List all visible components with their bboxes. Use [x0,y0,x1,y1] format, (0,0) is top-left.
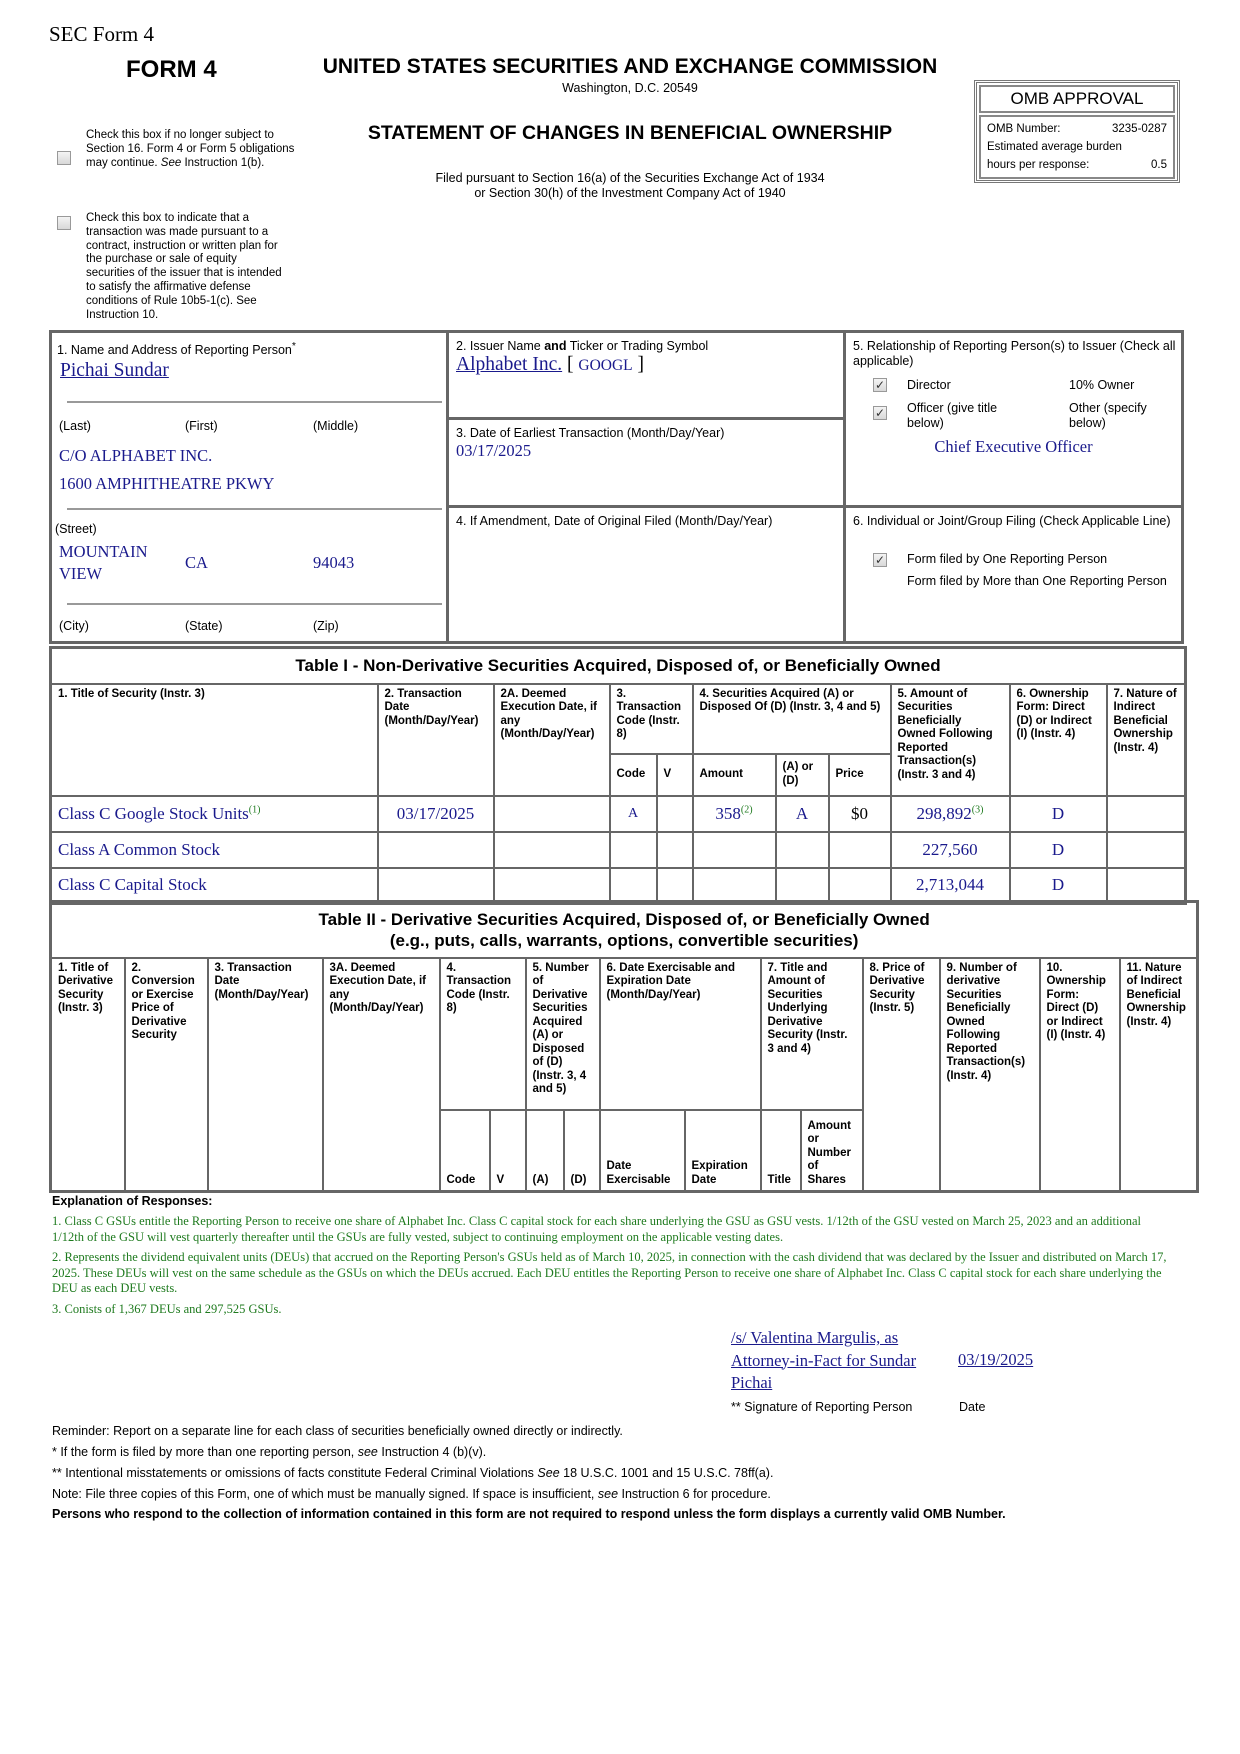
state-label: (State) [185,619,223,633]
signature-link[interactable]: /s/ Valentina Margulis, as Attorney-in-Fact for Sundar Pichai [731,1328,917,1392]
signature-date[interactable]: 03/19/2025 [958,1350,1034,1369]
ownership-form: D [1010,796,1107,832]
filed-pursuant [300,171,960,201]
t1-col-form: 6. Ownership Form: Direct (D) or Indirect (I) (Instr. 4) [1010,684,1107,796]
t2-col-form: 10. Ownership Form: Direct (D) or Indirect (I) (Instr. 4) [1040,958,1120,1192]
nature-of-ownership [1107,832,1186,868]
transaction-date [378,868,494,904]
signature-label: ** Signature of Reporting Person [731,1400,913,1414]
t2-col-nature: 11. Nature of Indirect Beneficial Ownership (Instr. 4) [1120,958,1198,1192]
footnote-ref[interactable]: (2) [740,803,753,815]
ownership-form: D [1010,832,1107,868]
officer-label: Officer (give title below) [907,401,998,430]
table1-non-derivative [49,646,1187,905]
issuer-name-link[interactable]: Alphabet Inc. [456,354,563,375]
date-label: Date [959,1400,986,1414]
street-label: (Street) [55,522,97,536]
t1-col-title: 1. Title of Security (Instr. 3) [51,684,378,796]
zip-label: (Zip) [313,619,339,633]
agency-name: UNITED STATES SECURITIES AND EXCHANGE COMMISSION [322,55,938,78]
address-line-1: C/O ALPHABET INC. [59,446,213,465]
amount [693,868,776,904]
filed-line-2: or Section 30(h) of the Investment Company Act of 1940 [474,186,786,200]
rule10b5-label: Check this box to indicate that a transaction was made pursuant to a contract, instruction or written plan for the purchase or sale of equity securities of the issuer that is intended to satisfy the affirmative defense conditions of Rule 10b5-1(c). See Instruction 10. [86,212,282,321]
bracket-close: ] [637,354,645,375]
box3-earliest-date [456,426,836,461]
t1-sub-amount: Amount [693,754,776,796]
deemed-date [494,796,610,832]
price: $0 [829,796,891,832]
t2-col-exercisable: 6. Date Exercisable and Expiration Date (Month/Day/Year) [600,958,761,1110]
earliest-transaction-date: 03/17/2025 [456,441,532,460]
table2-derivative [49,900,1199,1193]
t2-col-conversion: 2. Conversion or Exercise Price of Derivative Security [125,958,208,1192]
city-label: (City) [59,619,89,633]
box2-label: 2. Issuer Name and Ticker or Trading Symbol [456,339,709,353]
ten-pct-owner-label: 10% Owner [1069,378,1135,392]
officer-checkbox[interactable]: ✓ [874,406,886,420]
reporting-info-grid [49,330,1184,644]
security-title: Class C Google Stock Units [58,803,249,823]
address-line-2: 1600 AMPHITHEATRE PKWY [59,474,275,493]
box5-label: 5. Relationship of Reporting Person(s) to Issuer (Check all applicable) [853,339,1176,368]
transaction-date [378,832,494,868]
t1-sub-a-or-d: (A) or (D) [776,754,829,796]
nature-of-ownership [1107,868,1186,904]
t2-sub-v: V [490,1110,526,1192]
nature-of-ownership [1107,796,1186,832]
v-flag [657,832,693,868]
v-flag [657,868,693,904]
table-row [51,796,1186,832]
omb-hours-label: hours per response: [987,159,1090,171]
acquired-or-disposed: A [776,796,829,832]
reminder-note: Reminder: Report on a separate line for each class of securities beneficially owned directly or indirectly. [52,1424,623,1438]
box2-issuer [456,339,836,377]
statement-title: STATEMENT OF CHANGES IN BENEFICIAL OWNERSHIP [367,122,893,144]
table2-caption-line-2: (e.g., puts, calls, warrants, options, convertible securities) [389,930,859,950]
table2-caption [51,902,1198,958]
box4-label: 4. If Amendment, Date of Original Filed (Month/Day/Year) [456,514,773,528]
box6-filing-type [853,514,1178,529]
t2-col-underlying: 7. Title and Amount of Securities Underlying Derivative Security (Instr. 3 and 4) [761,958,863,1110]
t2-sub-d: (D) [564,1110,600,1192]
last-label: (Last) [59,419,91,433]
other-label: Other (specify below) [1069,401,1147,430]
transaction-code: A [610,796,657,832]
v-flag [657,796,693,832]
deemed-date [494,868,610,904]
owned-following: 227,560 [891,832,1010,868]
t1-col-date: 2. Transaction Date (Month/Day/Year) [378,684,494,796]
omb-title: OMB APPROVAL [979,85,1175,113]
omb-number-value: 3235-0287 [1112,123,1167,135]
footnote-2: 2. Represents the dividend equivalent units (DEUs) that accrued on the Reporting Person's GSUs held as of March 10, 2025, in connection with the cash dividend that was declared by the Issuer and distributed on March 17, 2025. These DEUs will vest on the same schedule as the GSUs on which the DEUs accrued. Each DEU entitles the Reporting Person to receive one share of Alphabet Inc. Class C capital stock for each share underlying the DEU as each DEU vests. [52,1250,1167,1295]
omb-details [979,115,1175,179]
amount: 358 [715,803,741,823]
t2-col-price: 8. Price of Derivative Security (Instr. 5) [863,958,940,1192]
box6-label: 6. Individual or Joint/Group Filing (Check Applicable Line) [853,514,1171,528]
t2-col-code: 4. Transaction Code (Instr. 8) [440,958,526,1110]
t2-col-deemed: 3A. Deemed Execution Date, if any (Month/Day/Year) [323,958,440,1192]
t1-col-deemed: 2A. Deemed Execution Date, if any (Month/Day/Year) [494,684,610,796]
t2-sub-date-exercisable: Date Exercisable [600,1110,685,1192]
ticker-symbol: GOOGL [578,357,633,374]
transaction-code [610,832,657,868]
owned-following: 2,713,044 [891,868,1010,904]
director-checkbox[interactable]: ✓ [874,378,886,392]
copies-note: Note: File three copies of this Form, one of which must be manually signed. If space is insufficient, see Instruction 6 for procedure. [52,1487,771,1501]
first-label: (First) [185,419,218,433]
ownership-form: D [1010,868,1107,904]
t2-sub-a: (A) [526,1110,564,1192]
box4-amendment [456,514,836,529]
box1-reporting-person: 1. Name and Address of Reporting Person* Pichai Sundar [57,341,296,382]
state-value: CA [185,553,208,572]
bracket-open: [ [567,354,574,375]
t2-sub-title: Title [761,1110,801,1192]
t1-sub-v: V [657,754,693,796]
middle-label: (Middle) [313,419,359,433]
t2-col-title: 1. Title of Derivative Security (Instr. 3) [51,958,125,1192]
section16-label: Check this box if no longer subject to Section 16. Form 4 or Form 5 obligations may continue. See Instruction 1(b). [86,129,295,169]
city-value: MOUNTAIN VIEW [59,542,148,583]
acquired-or-disposed [776,832,829,868]
more-reporting-persons-label: Form filed by More than One Reporting Person [907,574,1167,588]
filed-line-1: Filed pursuant to Section 16(a) of the Securities Exchange Act of 1934 [435,171,825,185]
deemed-date [494,832,610,868]
t2-col-date: 3. Transaction Date (Month/Day/Year) [208,958,323,1192]
omb-number-label: OMB Number: [987,123,1061,135]
t1-sub-code: Code [610,754,657,796]
one-reporting-person-checkbox[interactable]: ✓ [874,553,886,567]
owned-following: 298,892 [916,803,972,823]
t1-col-acquired: 4. Securities Acquired (A) or Disposed Of (D) (Instr. 3, 4 and 5) [693,684,891,754]
criminal-violation-note: ** Intentional misstatements or omissions of facts constitute Federal Criminal Violations See 18 U.S.C. 1001 and 15 U.S.C. 78ff(a). [52,1466,774,1480]
section16-checkbox[interactable] [57,151,71,165]
omb-approval-box [974,80,1180,183]
footnote-1: 1. Class C GSUs entitle the Reporting Person to receive one share of Alphabet Inc. Class C capital stock for each share underlying the GSU as GSU vests. 1/12th of the GSU vested on March 25, 2023 and an additional 1/12th of the GSU will vest quarterly thereafter until the GSUs are fully vested, subject to continuing employment on the applicable vesting dates. [52,1214,1142,1244]
t2-col-owned: 9. Number of derivative Securities Beneficially Owned Following Reported Transaction(s) (Instr. 4) [940,958,1040,1192]
table-row [51,868,1186,904]
agency-address: Washington, D.C. 20549 [562,81,698,95]
security-title: Class C Capital Stock [51,868,378,904]
multi-filer-note: * If the form is filed by more than one reporting person, see Instruction 4 (b)(v). [52,1445,487,1459]
t2-col-number: 5. Number of Derivative Securities Acquired (A) or Disposed of (D) (Instr. 3, 4 and 5) [526,958,600,1110]
document-label: SEC Form 4 [49,22,155,46]
t2-sub-amount-shares: Amount or Number of Shares [801,1110,863,1192]
footnote-ref[interactable]: (1) [248,803,261,815]
footnote-ref[interactable]: (3) [971,803,984,815]
t1-col-owned: 5. Amount of Securities Beneficially Owned Following Reported Transaction(s) (Instr. 3 and 4) [891,684,1010,796]
omb-notice: Persons who respond to the collection of information contained in this form are not required to respond unless the form displays a currently valid OMB Number. [52,1507,1006,1521]
price [829,832,891,868]
table2-caption-line-1: Table II - Derivative Securities Acquired, Disposed of, or Beneficially Owned [318,909,930,929]
acquired-or-disposed [776,868,829,904]
t1-sub-price: Price [829,754,891,796]
transaction-code [610,868,657,904]
table-row [51,832,1186,868]
omb-burden-label: Estimated average burden [987,141,1122,153]
reporting-person-link[interactable]: Pichai Sundar [60,360,169,382]
t2-sub-code: Code [440,1110,490,1192]
rule10b5-checkbox[interactable] [57,216,71,230]
officer-title: Chief Executive Officer [934,437,1093,456]
zip-value: 94043 [313,553,355,572]
transaction-date: 03/17/2025 [378,796,494,832]
form-number: FORM 4 [126,56,217,83]
one-reporting-person-label: Form filed by One Reporting Person [907,552,1108,566]
box3-label: 3. Date of Earliest Transaction (Month/Day/Year) [456,426,725,440]
director-label: Director [907,378,951,392]
t2-sub-expiration: Expiration Date [685,1110,761,1192]
security-title: Class A Common Stock [51,832,378,868]
t1-col-code: 3. Transaction Code (Instr. 8) [610,684,693,754]
explanation-heading: Explanation of Responses: [52,1194,213,1208]
box1-label: 1. Name and Address of Reporting Person [57,343,292,358]
table1-caption: Table I - Non-Derivative Securities Acquired, Disposed of, or Beneficially Owned [51,648,1186,684]
footnote-3: 3. Conists of 1,367 DEUs and 297,525 GSUs. [52,1302,282,1316]
price [829,868,891,904]
omb-hours-value: 0.5 [1151,159,1167,171]
t1-col-nature: 7. Nature of Indirect Beneficial Ownership (Instr. 4) [1107,684,1186,796]
amount [693,832,776,868]
